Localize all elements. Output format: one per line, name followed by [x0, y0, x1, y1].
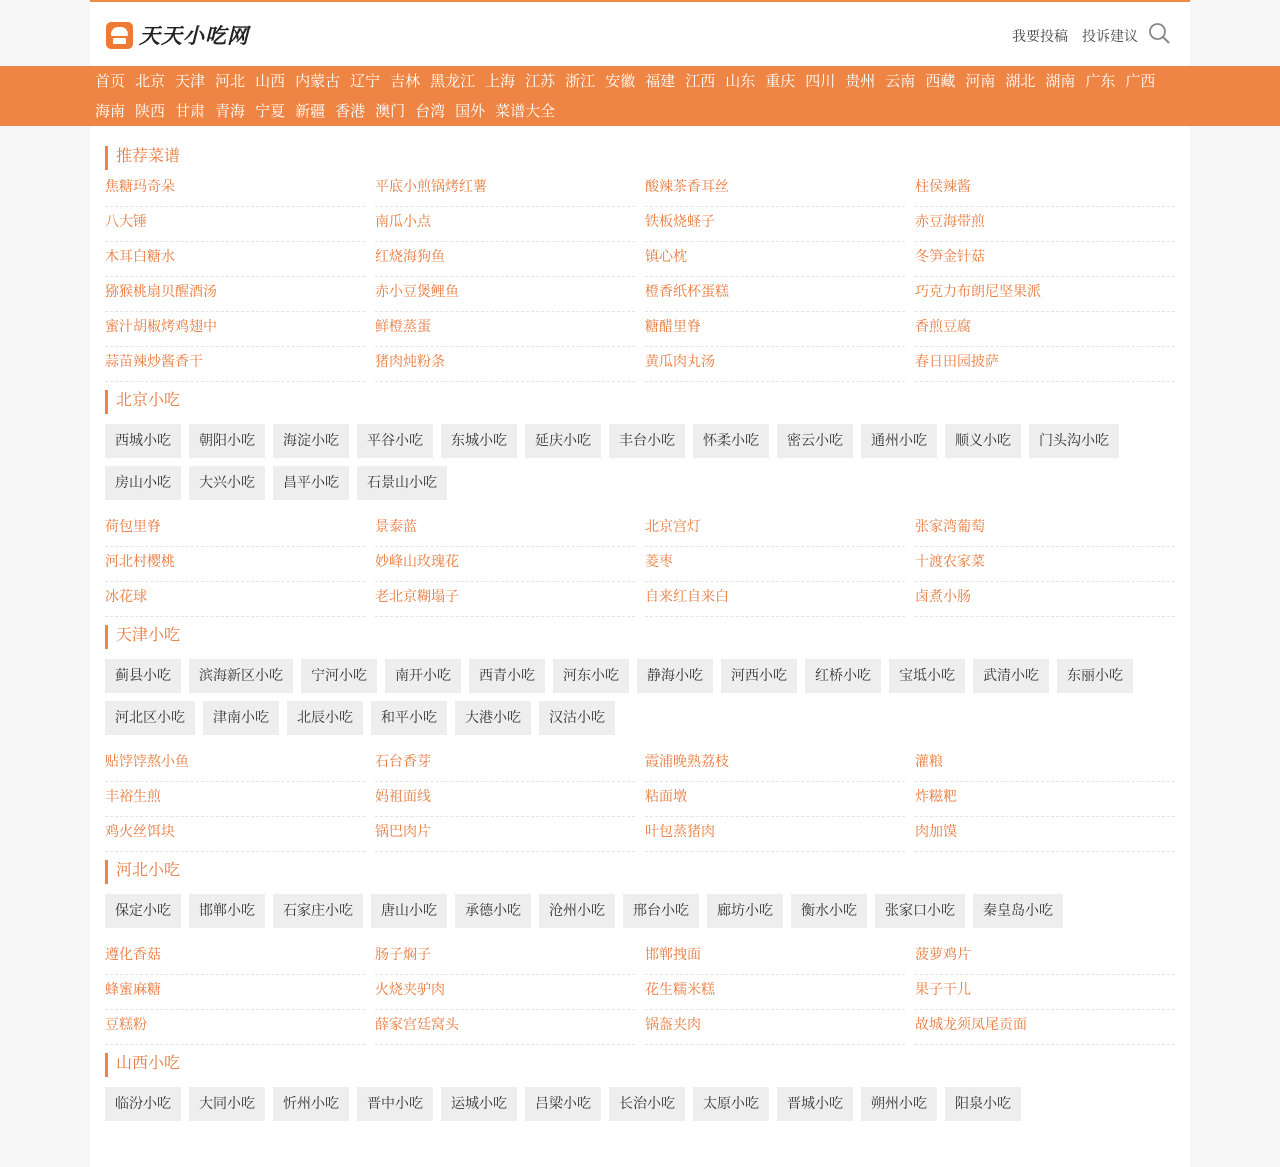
nav-item[interactable]: 宁夏 — [255, 102, 286, 120]
recipe-link[interactable]: 霞浦晚熟荔枝 — [645, 747, 905, 782]
nav-item[interactable]: 首页 — [95, 72, 126, 90]
recipe-link[interactable]: 叶包蒸猪肉 — [645, 817, 905, 852]
district-tag[interactable]: 宁河小吃 — [301, 659, 377, 693]
district-tag[interactable]: 海淀小吃 — [273, 424, 349, 458]
recipe-link[interactable]: 冬笋金针菇 — [915, 242, 1175, 277]
recipe-link[interactable]: 蜂蜜麻糖 — [105, 975, 365, 1010]
recipe-link[interactable]: 粘面墩 — [645, 782, 905, 817]
district-tag[interactable]: 唐山小吃 — [371, 894, 447, 928]
district-tag[interactable]: 衡水小吃 — [791, 894, 867, 928]
recipe-link[interactable]: 遵化香菇 — [105, 940, 365, 975]
submit-article-link[interactable]: 我要投稿 — [1012, 29, 1068, 45]
nav-item[interactable]: 北京 — [135, 72, 166, 90]
nav-item[interactable]: 上海 — [485, 72, 516, 90]
recipe-link[interactable]: 花生糯米糕 — [645, 975, 905, 1010]
nav-item[interactable]: 新疆 — [295, 102, 326, 120]
nav-item[interactable]: 广东 — [1085, 72, 1116, 90]
district-tag[interactable]: 蓟县小吃 — [105, 659, 181, 693]
recipe-link[interactable]: 巧克力布朗尼坚果派 — [915, 277, 1175, 312]
district-tag[interactable]: 大同小吃 — [189, 1087, 265, 1121]
recipe-link[interactable]: 铁板烧蛏子 — [645, 207, 905, 242]
nav-item[interactable]: 吉林 — [390, 72, 421, 90]
district-tag[interactable]: 密云小吃 — [777, 424, 853, 458]
district-tag[interactable]: 承德小吃 — [455, 894, 531, 928]
recipe-link[interactable]: 十渡农家菜 — [915, 547, 1175, 582]
recipe-link[interactable]: 南瓜小点 — [375, 207, 635, 242]
district-tag[interactable]: 东城小吃 — [441, 424, 517, 458]
nav-item[interactable]: 湖南 — [1045, 72, 1076, 90]
recipe-link[interactable]: 赤小豆煲鲤鱼 — [375, 277, 635, 312]
logo-text: 天天小吃网 — [139, 24, 249, 48]
nav-item[interactable]: 贵州 — [845, 72, 876, 90]
region-nav — [0, 66, 1280, 126]
recipe-link[interactable]: 红烧海狗鱼 — [375, 242, 635, 277]
recipe-link[interactable]: 糖醋里脊 — [645, 312, 905, 347]
recipe-link[interactable]: 香煎豆腐 — [915, 312, 1175, 347]
recipe-link[interactable]: 赤豆海带煎 — [915, 207, 1175, 242]
recipe-link[interactable]: 平底小煎锅烤红薯 — [375, 172, 635, 207]
district-tag[interactable]: 沧州小吃 — [539, 894, 615, 928]
region-nav-list — [90, 71, 1190, 131]
district-tag[interactable]: 汉沽小吃 — [539, 701, 615, 735]
district-tag[interactable]: 石家庄小吃 — [273, 894, 363, 928]
recipe-link[interactable]: 镇心枕 — [645, 242, 905, 277]
recipe-link[interactable]: 木耳白糖水 — [105, 242, 365, 277]
nav-item[interactable]: 河南 — [965, 72, 996, 90]
district-tag[interactable]: 大港小吃 — [455, 701, 531, 735]
recipe-link[interactable]: 锅巴肉片 — [375, 817, 635, 852]
district-tag[interactable]: 张家口小吃 — [875, 894, 965, 928]
recipe-link[interactable]: 八大锤 — [105, 207, 365, 242]
district-tag[interactable]: 临汾小吃 — [105, 1087, 181, 1121]
recipe-link[interactable]: 灌粮 — [915, 747, 1175, 782]
district-tag[interactable]: 忻州小吃 — [273, 1087, 349, 1121]
recipe-link[interactable]: 猕猴桃扇贝醒酒汤 — [105, 277, 365, 312]
recipe-link[interactable]: 果子干儿 — [915, 975, 1175, 1010]
recipe-link[interactable]: 丰裕生煎 — [105, 782, 365, 817]
district-tag[interactable]: 太原小吃 — [693, 1087, 769, 1121]
nav-item[interactable]: 河北 — [215, 72, 246, 90]
district-tag[interactable]: 西城小吃 — [105, 424, 181, 458]
nav-item[interactable]: 广西 — [1125, 72, 1156, 90]
nav-item[interactable]: 内蒙古 — [295, 72, 341, 90]
recipe-link[interactable]: 贴饽饽熬小鱼 — [105, 747, 365, 782]
recipe-link[interactable]: 菱枣 — [645, 547, 905, 582]
recipe-link[interactable]: 锅盔夹肉 — [645, 1010, 905, 1045]
district-tag[interactable]: 津南小吃 — [203, 701, 279, 735]
recipe-link[interactable]: 柱侯辣酱 — [915, 172, 1175, 207]
recipe-link[interactable]: 炸糍粑 — [915, 782, 1175, 817]
district-tag[interactable]: 平谷小吃 — [357, 424, 433, 458]
district-tag[interactable]: 房山小吃 — [105, 466, 181, 500]
district-tag[interactable]: 朔州小吃 — [861, 1087, 937, 1121]
nav-item[interactable]: 海南 — [95, 102, 126, 120]
district-tag[interactable]: 石景山小吃 — [357, 466, 447, 500]
section-title: 北京小吃 — [105, 390, 1175, 414]
complaint-link[interactable]: 投诉建议 — [1082, 29, 1138, 45]
recipe-link[interactable]: 景泰蓝 — [375, 512, 635, 547]
nav-item[interactable]: 安徽 — [605, 72, 636, 90]
nav-item[interactable]: 澳门 — [375, 102, 406, 120]
district-tag[interactable]: 运城小吃 — [441, 1087, 517, 1121]
district-tag[interactable]: 武清小吃 — [973, 659, 1049, 693]
district-tag[interactable]: 吕梁小吃 — [525, 1087, 601, 1121]
nav-item[interactable]: 黑龙江 — [430, 72, 476, 90]
district-tag[interactable]: 大兴小吃 — [189, 466, 265, 500]
recipe-link[interactable]: 卤煮小肠 — [915, 582, 1175, 617]
recipe-link[interactable]: 自来红自来白 — [645, 582, 905, 617]
section-title: 天津小吃 — [105, 625, 1175, 649]
recipe-link[interactable]: 鲜橙蒸蛋 — [375, 312, 635, 347]
recipe-grid — [105, 172, 1175, 382]
district-tags — [105, 1079, 1175, 1121]
section-title: 山西小吃 — [105, 1053, 1175, 1077]
district-tag[interactable]: 河北区小吃 — [105, 701, 195, 735]
search-icon[interactable] — [1148, 22, 1170, 44]
district-tag[interactable]: 顺义小吃 — [945, 424, 1021, 458]
district-tag[interactable]: 通州小吃 — [861, 424, 937, 458]
district-tag[interactable]: 河东小吃 — [553, 659, 629, 693]
nav-item[interactable]: 菜谱大全 — [495, 102, 556, 120]
district-tag[interactable]: 东丽小吃 — [1057, 659, 1133, 693]
chef-hat-icon — [106, 22, 133, 49]
nav-item[interactable]: 湖北 — [1005, 72, 1036, 90]
district-tag[interactable]: 延庆小吃 — [525, 424, 601, 458]
district-tag[interactable]: 昌平小吃 — [273, 466, 349, 500]
recipe-link[interactable]: 菠萝鸡片 — [915, 940, 1175, 975]
recipe-link[interactable]: 肉加馍 — [915, 817, 1175, 852]
top-header — [90, 0, 1190, 66]
recipe-link[interactable]: 妈祖面线 — [375, 782, 635, 817]
nav-item[interactable]: 台湾 — [415, 102, 446, 120]
district-tags — [105, 416, 1175, 500]
nav-item[interactable]: 重庆 — [765, 72, 796, 90]
district-tag[interactable]: 朝阳小吃 — [189, 424, 265, 458]
recipe-link[interactable]: 肠子焖子 — [375, 940, 635, 975]
nav-item[interactable]: 山东 — [725, 72, 756, 90]
nav-item[interactable]: 西藏 — [925, 72, 956, 90]
nav-item[interactable]: 青海 — [215, 102, 246, 120]
recipe-link[interactable]: 邯郸拽面 — [645, 940, 905, 975]
district-tag[interactable]: 河西小吃 — [721, 659, 797, 693]
recipe-link[interactable]: 黄瓜肉丸汤 — [645, 347, 905, 382]
recipe-link[interactable]: 蜜汁胡椒烤鸡翅中 — [105, 312, 365, 347]
recipe-grid — [105, 747, 1175, 852]
district-tag[interactable]: 晋城小吃 — [777, 1087, 853, 1121]
nav-item[interactable]: 国外 — [455, 102, 486, 120]
recipe-link[interactable]: 焦糖玛奇朵 — [105, 172, 365, 207]
nav-item[interactable]: 甘肃 — [175, 102, 206, 120]
recipe-link[interactable]: 冰花球 — [105, 582, 365, 617]
district-tag[interactable]: 滨海新区小吃 — [189, 659, 293, 693]
recipe-link[interactable]: 豆糕粉 — [105, 1010, 365, 1045]
section-title: 河北小吃 — [105, 860, 1175, 884]
district-tag[interactable]: 门头沟小吃 — [1029, 424, 1119, 458]
nav-item[interactable]: 江苏 — [525, 72, 556, 90]
recipe-link[interactable]: 酸辣茶香耳丝 — [645, 172, 905, 207]
recipe-grid — [105, 512, 1175, 617]
nav-item[interactable]: 四川 — [805, 72, 836, 90]
recipe-link[interactable]: 猪肉炖粉条 — [375, 347, 635, 382]
recipe-link[interactable]: 石台香芽 — [375, 747, 635, 782]
nav-item[interactable]: 福建 — [645, 72, 676, 90]
recipe-link[interactable]: 火烧夹驴肉 — [375, 975, 635, 1010]
recipe-link[interactable]: 老北京糊塌子 — [375, 582, 635, 617]
district-tag[interactable]: 阳泉小吃 — [945, 1087, 1021, 1121]
district-tag[interactable]: 廊坊小吃 — [707, 894, 783, 928]
district-tag[interactable]: 红桥小吃 — [805, 659, 881, 693]
nav-item[interactable]: 辽宁 — [350, 72, 381, 90]
recipe-link[interactable]: 河北村樱桃 — [105, 547, 365, 582]
district-tag[interactable]: 长治小吃 — [609, 1087, 685, 1121]
header-links — [1012, 26, 1138, 46]
district-tags — [105, 651, 1175, 735]
recipe-grid — [105, 940, 1175, 1045]
recipe-link[interactable]: 故城龙须凤尾贡面 — [915, 1010, 1175, 1045]
district-tag[interactable]: 秦皇岛小吃 — [973, 894, 1063, 928]
recipe-link[interactable]: 北京宫灯 — [645, 512, 905, 547]
nav-item[interactable]: 天津 — [175, 72, 206, 90]
district-tag[interactable]: 怀柔小吃 — [693, 424, 769, 458]
district-tag[interactable]: 北辰小吃 — [287, 701, 363, 735]
recipe-link[interactable]: 蒜苗辣炒酱香干 — [105, 347, 365, 382]
site-logo[interactable] — [106, 20, 249, 50]
main-content — [90, 126, 1190, 1167]
nav-item[interactable]: 云南 — [885, 72, 916, 90]
recipe-link[interactable]: 妙峰山玫瑰花 — [375, 547, 635, 582]
recipe-link[interactable]: 荷包里脊 — [105, 512, 365, 547]
district-tag[interactable]: 保定小吃 — [105, 894, 181, 928]
recipe-link[interactable]: 薛家宫廷窝头 — [375, 1010, 635, 1045]
section-title: 推荐菜谱 — [105, 146, 1175, 170]
recipe-link[interactable]: 橙香纸杯蛋糕 — [645, 277, 905, 312]
district-tag[interactable]: 邢台小吃 — [623, 894, 699, 928]
recipe-link[interactable]: 春日田园披萨 — [915, 347, 1175, 382]
nav-item[interactable]: 江西 — [685, 72, 716, 90]
district-tag[interactable]: 西青小吃 — [469, 659, 545, 693]
district-tag[interactable]: 静海小吃 — [637, 659, 713, 693]
district-tags — [105, 886, 1175, 928]
nav-item[interactable]: 山西 — [255, 72, 286, 90]
district-tag[interactable]: 和平小吃 — [371, 701, 447, 735]
district-tag[interactable]: 丰台小吃 — [609, 424, 685, 458]
nav-item[interactable]: 陕西 — [135, 102, 166, 120]
district-tag[interactable]: 晋中小吃 — [357, 1087, 433, 1121]
district-tag[interactable]: 宝坻小吃 — [889, 659, 965, 693]
recipe-link[interactable]: 鸡火丝饵块 — [105, 817, 365, 852]
district-tag[interactable]: 邯郸小吃 — [189, 894, 265, 928]
nav-item[interactable]: 浙江 — [565, 72, 596, 90]
recipe-link[interactable]: 张家湾葡萄 — [915, 512, 1175, 547]
nav-item[interactable]: 香港 — [335, 102, 366, 120]
district-tag[interactable]: 南开小吃 — [385, 659, 461, 693]
